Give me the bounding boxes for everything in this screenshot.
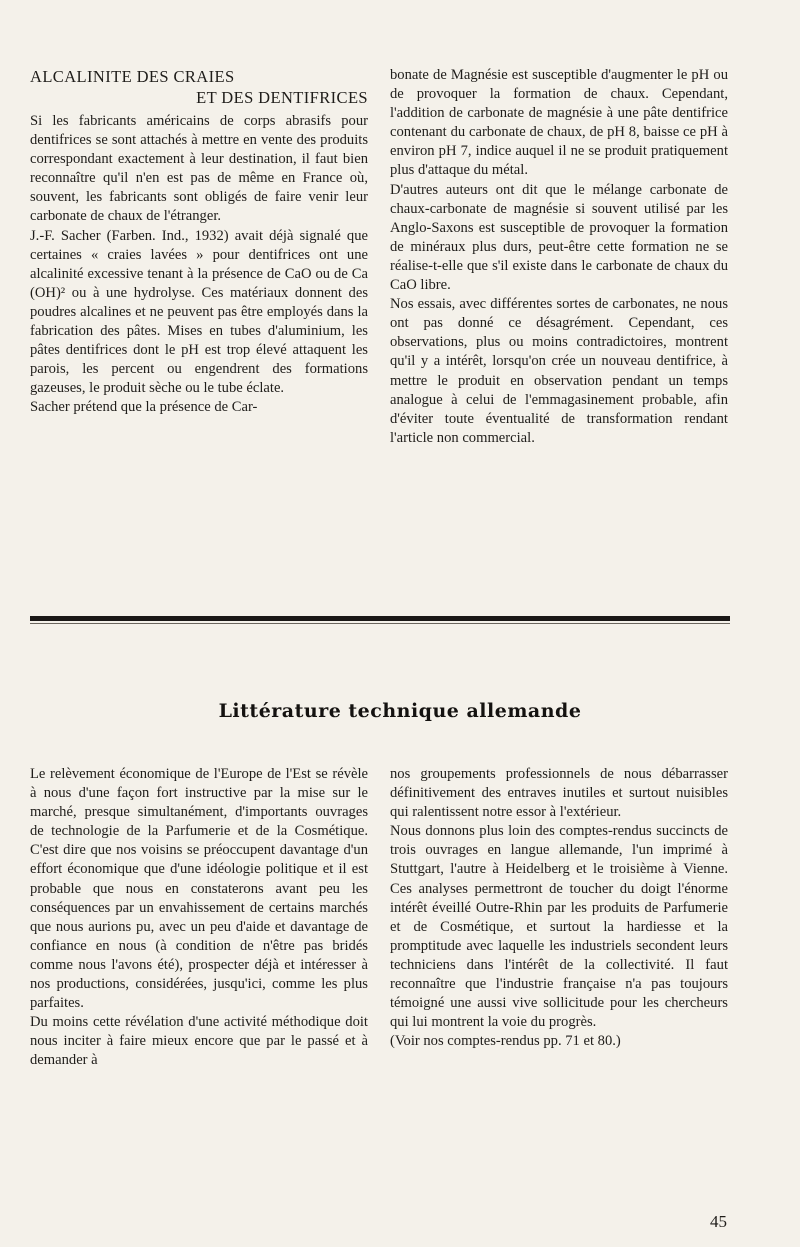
article-alcalinite-right-column	[390, 66, 728, 448]
article-heading	[30, 66, 368, 108]
paragraph: Le relèvement économique de l'Europe de l'Est se révèle à nous d'une façon fort instructive par la mise sur le marché, presque simultanément, d'importants ouvrages de technologie de la Parfumerie et de la Cosmétique. C'est dire que nos voisins se préoccupent davantage d'un effort économique que d'une idéologie politique et il est probable que nous en constaterons avant peu les conséquences par un envahissement de certains marchés que nous aurions pu, avec un peu d'aide et davantage de confiance en nous (à condition de n'être pas bridés comme nous l'avons été), prospecter déjà et intéresser à nos productions, considérées, jusqu'ici, comme les plus parfaites.	[30, 766, 368, 1012]
heading-line-2: ET DES DENTIFRICES	[196, 88, 368, 107]
paragraph: D'autres auteurs ont dit que le mélange carbonate de chaux-carbonate de magnésie si souvent utilisé par les Anglo-Saxons est susceptible de provoquer la formation de minéraux plus durs, peut-être cette formation ne se réalise-t-elle que s'il existe dans le carbonate de chaux du CaO libre.	[390, 181, 728, 294]
article-litterature-left-column	[30, 765, 368, 1071]
article-litterature-right-column	[390, 765, 728, 1051]
heading-line-1: ALCALINITE DES CRAIES	[30, 67, 235, 86]
paragraph: Si les fabricants américains de corps abrasifs pour dentifrices se sont attachés à mettre en vente des produits correspondant exactement à leur destination, il faut bien reconnaître qu'il n'en est pas de même en France où, souvent, les fabricants sont obligés de faire venir leur carbonate de chaux de l'étranger.	[30, 113, 368, 225]
article-alcalinite-left-column	[30, 66, 368, 418]
paragraph: Du moins cette révélation d'une activité méthodique doit nous inciter à faire mieux encore que par le passé et à demander à	[30, 1014, 368, 1069]
section-divider-thick	[30, 616, 730, 621]
section-divider-thin	[30, 623, 730, 624]
page-number: 45	[710, 1212, 727, 1231]
section-title: Littérature technique allemande	[218, 700, 582, 722]
paragraph: bonate de Magnésie est susceptible d'augmenter le pH ou de provoquer la formation de chaux. Cependant, l'addition de carbonate de magnésie à une pâte dentifrice contenant du carbonate de chaux, de pH 8, baisse ce pH à environ pH 7, indice auquel il ne se produit pratiquement plus d'attaque du métal.	[390, 67, 728, 179]
paragraph: (Voir nos comptes-rendus pp. 71 et 80.)	[390, 1033, 621, 1050]
paragraph: nos groupements professionnels de nous débarrasser définitivement des entraves inutiles et surtout nuisibles qui ralentissent notre essor à l'extérieur.	[390, 766, 728, 821]
paragraph: Nous donnons plus loin des comptes-rendus succincts de trois ouvrages en langue allemande, l'un imprimé à Stuttgart, l'autre à Heidelberg et le troisième à Vienne. Ces analyses permettront de toucher du doigt l'énorme intérêt éveillé Outre-Rhin par les produits de Parfumerie et de Cosmétique, et surtout la hardiesse et la promptitude avec laquelle les industriels secondent leurs techniciens dans l'intérêt de la collectivité. Il faut reconnaître que l'industrie française n'a pas toujours témoigné une aussi vive sollicitude pour les chercheurs qui lui montrent la voie du progrès.	[390, 823, 728, 1031]
paragraph: Nos essais, avec différentes sortes de carbonates, ne nous ont pas donné ce désagrément. Cependant, ces observations, plus ou moins contradictoires, montrent qu'il y a intérêt, lorsqu'on crée un nouveau dentifrice, à mettre le produit en observation pendant un temps analogue à celui de l'emmagasinement probable, afin d'éviter toute éventualité de transformation rendant l'article non commercial.	[390, 296, 728, 446]
paragraph: J.-F. Sacher (Farben. Ind., 1932) avait déjà signalé que certaines « craies lavées » pour dentifrices ont une alcalinité excessive tenant à la présence de CaO ou de Ca (OH)² ou à une hydrolyse. Ces matériaux donnent des poudres alcalines et ne peuvent pas être employés dans la fabrication des pâtes. Mises en tubes d'aluminium, les pâtes dentifrices dont le pH est trop élevé attaquent les parois, les percent ou engendrent des formations gazeuses, le produit sèche ou le tube éclate.	[30, 227, 368, 397]
paragraph: Sacher prétend que la présence de Car-	[30, 399, 258, 416]
